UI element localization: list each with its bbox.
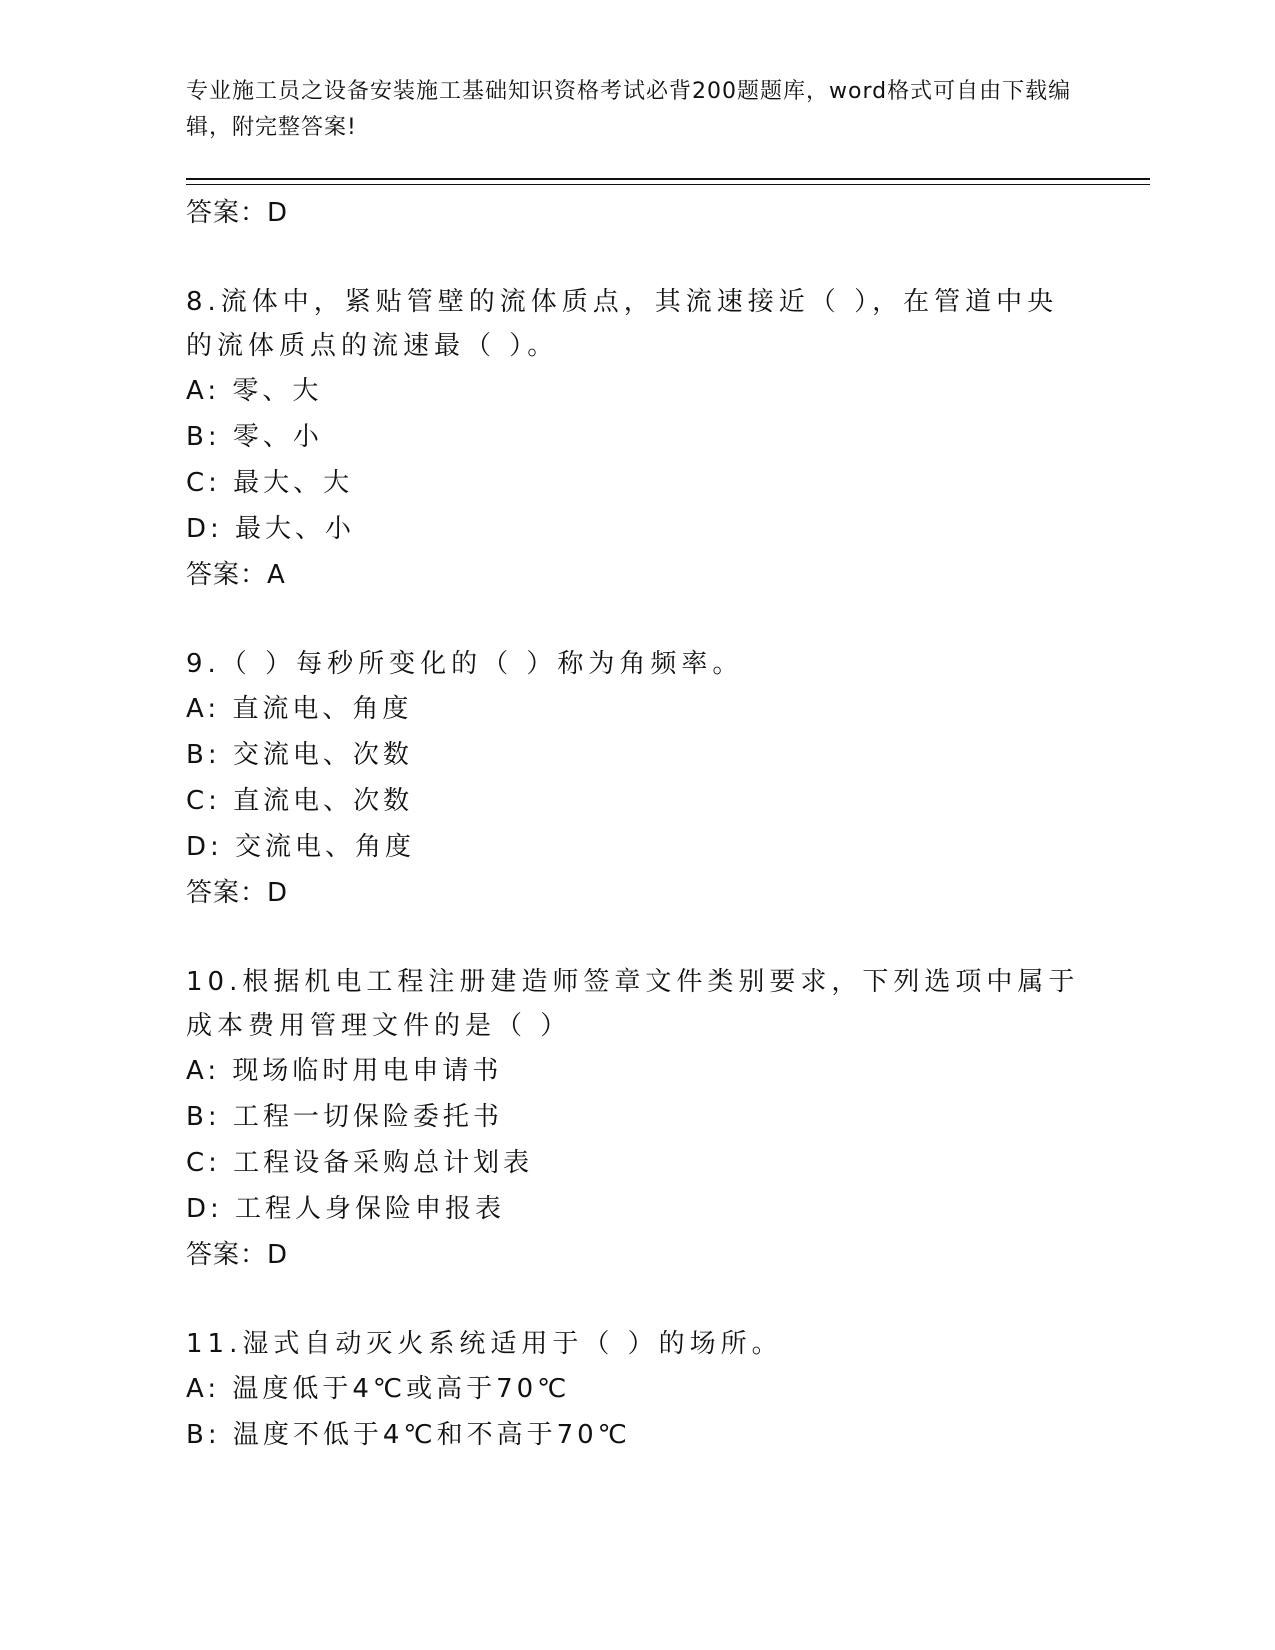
option-b: B: 温度不低于4℃和不高于70℃ — [186, 1420, 631, 1450]
answer-line: 答案：A — [186, 560, 286, 590]
question-text: 11.湿式自动灭火系统适用于（ ）的场所。 — [186, 1329, 783, 1359]
option-b: B: 零、小 — [186, 422, 323, 452]
option-d: D: 最大、小 — [186, 514, 356, 544]
answer-line: 答案：D — [186, 878, 289, 908]
question-list — [186, 190, 1086, 1458]
option-a: A: 零、大 — [186, 376, 323, 406]
answer-line: 答案：D — [186, 1240, 289, 1270]
question-text: 8.流体中，紧贴管壁的流体质点，其流速接近（ ），在管道中央的流体质点的流速最（ ）。 — [186, 287, 1059, 361]
question-block-10 — [186, 960, 1086, 1278]
option-d: D: 工程人身保险申报表 — [186, 1194, 506, 1224]
option-a: A: 直流电、角度 — [186, 694, 413, 724]
option-a: A: 温度低于4℃或高于70℃ — [186, 1374, 571, 1404]
option-c: C: 直流电、次数 — [186, 786, 414, 816]
question-block-9 — [186, 642, 1086, 916]
question-block-8 — [186, 280, 1086, 598]
option-c: C: 工程设备采购总计划表 — [186, 1148, 534, 1178]
option-b: B: 工程一切保险委托书 — [186, 1102, 503, 1132]
document-header: 专业施工员之设备安装施工基础知识资格考试必背200题题库，word格式可自由下载编辑，附完整答案! — [186, 79, 1072, 140]
option-d: D: 交流电、角度 — [186, 832, 416, 862]
question-block-11 — [186, 1322, 1086, 1458]
answer-line: 答案：D — [186, 198, 289, 228]
option-b: B: 交流电、次数 — [186, 740, 413, 770]
question-text: 10.根据机电工程注册建造师签章文件类别要求，下列选项中属于成本费用管理文件的是（ ） — [186, 967, 1080, 1041]
header-rule-thick — [186, 178, 1150, 180]
option-c: C: 最大、大 — [186, 468, 354, 498]
question-text: 9.（ ）每秒所变化的（ ）称为角频率。 — [186, 649, 744, 679]
header-rule-thin — [186, 184, 1150, 185]
option-a: A: 现场临时用电申请书 — [186, 1056, 503, 1086]
